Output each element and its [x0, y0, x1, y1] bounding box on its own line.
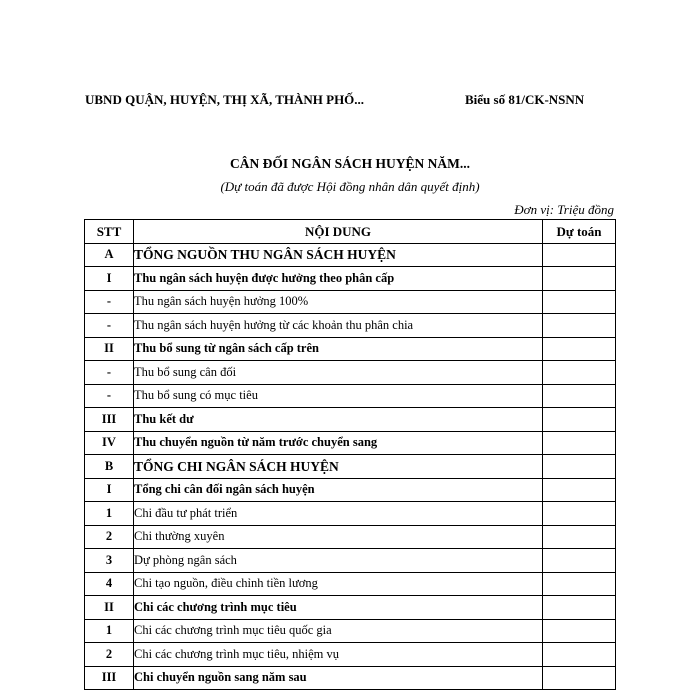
issuing-authority: UBND QUẬN, HUYỆN, THỊ XÃ, THÀNH PHỐ...: [85, 92, 365, 107]
row-stt: III: [85, 408, 134, 432]
row-stt: -: [85, 290, 134, 314]
row-value: [543, 619, 616, 643]
row-value: [543, 384, 616, 408]
row-content: Thu chuyển nguồn từ năm trước chuyển sang: [134, 431, 543, 455]
row-value: [543, 361, 616, 385]
row-stt: 4: [85, 572, 134, 596]
row-content: Chi các chương trình mục tiêu, nhiệm vụ: [134, 643, 543, 667]
row-content: Chi các chương trình mục tiêu: [134, 596, 543, 620]
row-value: [543, 408, 616, 432]
row-content: Thu bổ sung cân đối: [134, 361, 543, 385]
table-row: [85, 431, 616, 455]
row-stt: -: [85, 384, 134, 408]
row-content: TỔNG CHI NGÂN SÁCH HUYỆN: [134, 455, 543, 479]
row-value: [543, 290, 616, 314]
row-stt: 2: [85, 643, 134, 667]
row-content: TỔNG NGUỒN THU NGÂN SÁCH HUYỆN: [134, 243, 543, 267]
row-value: [543, 549, 616, 573]
row-value: [543, 525, 616, 549]
row-content: Chi đầu tư phát triển: [134, 502, 543, 526]
row-value: [543, 596, 616, 620]
table-row: [85, 478, 616, 502]
column-header-estimate: Dự toán: [543, 220, 616, 244]
column-header-content: NỘI DUNG: [134, 220, 543, 244]
row-stt: I: [85, 478, 134, 502]
table-row: [85, 619, 616, 643]
table-row: [85, 525, 616, 549]
table-row: [85, 666, 616, 690]
table-row: [85, 243, 616, 267]
row-content: Chi tạo nguồn, điều chỉnh tiền lương: [134, 572, 543, 596]
row-stt: III: [85, 666, 134, 690]
row-content: Chi thường xuyên: [134, 525, 543, 549]
row-content: Thu kết dư: [134, 408, 543, 432]
table-row: [85, 361, 616, 385]
row-value: [543, 572, 616, 596]
row-content: Thu bổ sung có mục tiêu: [134, 384, 543, 408]
row-content: Tổng chi cân đối ngân sách huyện: [134, 478, 543, 502]
column-header-stt: STT: [85, 220, 134, 244]
row-value: [543, 643, 616, 667]
row-value: [543, 431, 616, 455]
row-value: [543, 502, 616, 526]
row-stt: 1: [85, 619, 134, 643]
row-value: [543, 478, 616, 502]
table-row: [85, 267, 616, 291]
table-row: [85, 549, 616, 573]
row-content: Chi chuyển nguồn sang năm sau: [134, 666, 543, 690]
table-header-row: [85, 220, 616, 244]
row-stt: 1: [85, 502, 134, 526]
row-stt: 2: [85, 525, 134, 549]
row-stt: B: [85, 455, 134, 479]
row-stt: 3: [85, 549, 134, 573]
unit-label: Đơn vị: Triệu đồng: [514, 202, 614, 217]
row-value: [543, 455, 616, 479]
document-title: CÂN ĐỐI NGÂN SÁCH HUYỆN NĂM...: [229, 156, 470, 171]
row-value: [543, 666, 616, 690]
row-stt: IV: [85, 431, 134, 455]
row-content: Thu bổ sung từ ngân sách cấp trên: [134, 337, 543, 361]
table-row: [85, 337, 616, 361]
budget-table: [84, 219, 616, 690]
table-row: [85, 502, 616, 526]
row-stt: II: [85, 596, 134, 620]
row-value: [543, 267, 616, 291]
row-content: Thu ngân sách huyện hưởng 100%: [134, 290, 543, 314]
row-stt: A: [85, 243, 134, 267]
table-row: [85, 290, 616, 314]
row-stt: II: [85, 337, 134, 361]
row-value: [543, 314, 616, 338]
table-row: [85, 314, 616, 338]
row-stt: -: [85, 314, 134, 338]
row-content: Chi các chương trình mục tiêu quốc gia: [134, 619, 543, 643]
table-row: [85, 408, 616, 432]
row-content: Thu ngân sách huyện được hưởng theo phân cấp: [134, 267, 543, 291]
row-content: Dự phòng ngân sách: [134, 549, 543, 573]
row-value: [543, 337, 616, 361]
form-number: Biểu số 81/CK-NSNN: [465, 92, 585, 107]
table-row: [85, 455, 616, 479]
document-subtitle: (Dự toán đã được Hội đồng nhân dân quyết định): [220, 179, 480, 194]
row-stt: I: [85, 267, 134, 291]
row-stt: -: [85, 361, 134, 385]
table-row: [85, 572, 616, 596]
table-row: [85, 643, 616, 667]
row-content: Thu ngân sách huyện hưởng từ các khoản thu phân chia: [134, 314, 543, 338]
row-value: [543, 243, 616, 267]
table-row: [85, 384, 616, 408]
table-row: [85, 596, 616, 620]
